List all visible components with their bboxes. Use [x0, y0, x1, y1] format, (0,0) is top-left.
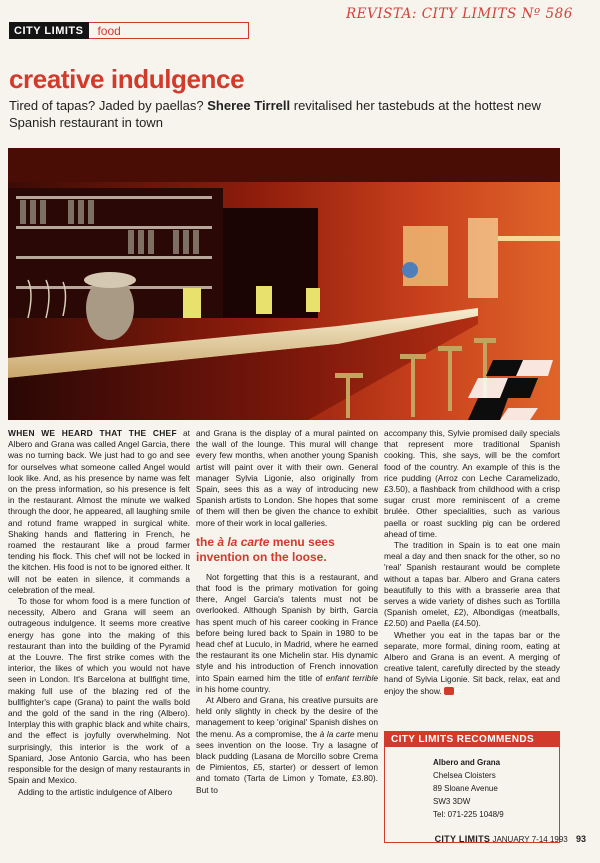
- restaurant-name: Albero and Grana: [433, 758, 501, 767]
- recommends-box: [384, 731, 560, 843]
- address-line: 89 Sloane Avenue: [433, 784, 498, 793]
- pull-quote: the à la carte menu sees invention on the loose.: [196, 534, 335, 564]
- article-column-2: [196, 428, 378, 796]
- article-paragraph: Not forgetting that this is a restaurant, and that food is the primary motivation for going there, Angel Garcia's talents must not be overlooked. Although Spanish by birth, Garcia has spent much of his career cooking in France before being lured back to Spain in 1980 to be head chef at Luculo, in Madrid, where he earned the restaurant its one Michelin star. His dynamic style and his introduction of French innovation into Spain earned him the title of enfant terrible in his home country.: [196, 571, 378, 694]
- page-footer: [435, 834, 586, 844]
- article-column-1: [8, 428, 190, 798]
- address-line: Chelsea Cloisters: [433, 771, 496, 780]
- lead-in: WHEN WE HEARD THAT THE CHEF: [8, 428, 177, 438]
- postcode: SW3 3DW: [433, 797, 471, 806]
- section-header: [9, 22, 249, 39]
- article-paragraph: To those for whom food is a mere function of necessity, Albero and Grana will seem an outrageous indulgence. It seems more creative energy has gone into the making of this restaurant than into the building of the Pyramid at the Louvre. The first strike comes with the interior, the likes of which you would not have seen in London. It's Barcelona at bullfight time, making full use of the blazing red of the bullfighter's cape (Grana) to paint the walls bold and the gold of the sand in the ring (Albero). Interplay this with graphic black and white chairs, and the effect is joyfully overwhelming. Not surprisingly, this interior is the work of a Spaniard, Jose Antonio Garcia, who has been responsible for the design of many restaurants in Spain and Mexico.: [8, 596, 190, 786]
- handwritten-archive-note: REVISTA: CITY LIMITS Nº 586: [346, 6, 573, 22]
- recommends-details: [433, 756, 504, 821]
- article-column-3: [384, 428, 560, 697]
- article-paragraph: WHEN WE HEARD THAT THE CHEF at Albero and Grana was called Angel Garcia, there was no turning back. We just had to go and see for ourselves what someone called Angel would look like. And, as his presence by name was felt on the press information, so his presence is felt in the restaurant. Almost the minute we walked through the door, he appeared, all laughing smile and rotund frame wrapped in surgical white. Shaking hands and flattering in French, he roamed the restaurant like a proud farmer tending his flock. This chef will not be locked in the kitchen. His food is not to be ignored either. It will not be eaten in silence, it commands a celebration of the meal.: [8, 428, 190, 595]
- footer-date: JANUARY 7-14 1993: [492, 835, 568, 844]
- article-paragraph: At Albero and Grana, his creative pursuits are held only slightly in check by the desire of the management to keep 'original' Spanish dishes on the menu. As a compromise, the à la carte menu sees invention on the loose. Try a lasagne of black pudding (Lasana de Morcillo sobre Crema de Pimientos, £5, starter) or dessert of lemon and tomato (Tarta de Limon y Tomate, £3.80). But to: [196, 695, 378, 795]
- author-name: Sheree Tirrell: [207, 98, 291, 113]
- section-label: food: [89, 22, 249, 39]
- article-paragraph: Whether you eat in the tapas bar or the separate, more formal, dining room, eating at Albero and Grana is an event. A merging of creative talent, carefully directed by the steady hand of Sylvia Ligonie. Sit back, relax, eat and enjoy the show. CL: [384, 629, 560, 696]
- article-paragraph: and Grana is the display of a mural painted on the wall of the lounge. This mural will change every few months, when another young Spanish artist will paint over it with their own. General manager Sylvia Ligonie, also originally from Spain, sees this as a way of introducing new Spanish artists to London. She hopes that some of them will then be given the chance to exhibit more of their work in local galleries.: [196, 428, 378, 528]
- footer-brand: CITY LIMITS: [434, 834, 491, 844]
- telephone: Tel: 071-225 1048/9: [433, 810, 504, 819]
- article-paragraph: Adding to the artistic indulgence of Albero: [18, 786, 173, 797]
- standfirst: Tired of tapas? Jaded by paellas? Sheree Tirrell revitalised her tastebuds at the hottest new Spanish restaurant in town: [9, 98, 541, 130]
- article-paragraph: The tradition in Spain is to eat one main meal a day and then snack for the other, so no 'real' Spanish restaurant would be complete without a tapas bar. Albero and Grana caters beautifully to this with a brasserie area that serves a wide variety of dishes such as Tortilla (Spanish omelet, £2), Albondigas (meatballs, £2.50) and Paella (£4.50).: [384, 540, 560, 629]
- page-number: 93: [575, 834, 586, 844]
- restaurant-interior-photo: [8, 148, 560, 420]
- recommends-title: CITY LIMITS RECOMMENDS: [385, 732, 559, 747]
- headline: creative indulgence: [9, 64, 245, 94]
- end-mark-icon: CL: [444, 687, 454, 695]
- article-paragraph: accompany this, Sylvie promised daily specials that represent more traditional Spanish cooking. This, she says, will be the comfort food of the country. An example of this is the rice pudding (Arroz con Leche Caramelizado, £3.50), a flashback from childhood with a crisp sugar crust more reminiscent of a creme brulée. Other specialities, such as various paella or roast suckling pig can be ordered ahead of time.: [384, 428, 560, 539]
- publication-tag: CITY LIMITS: [9, 22, 89, 39]
